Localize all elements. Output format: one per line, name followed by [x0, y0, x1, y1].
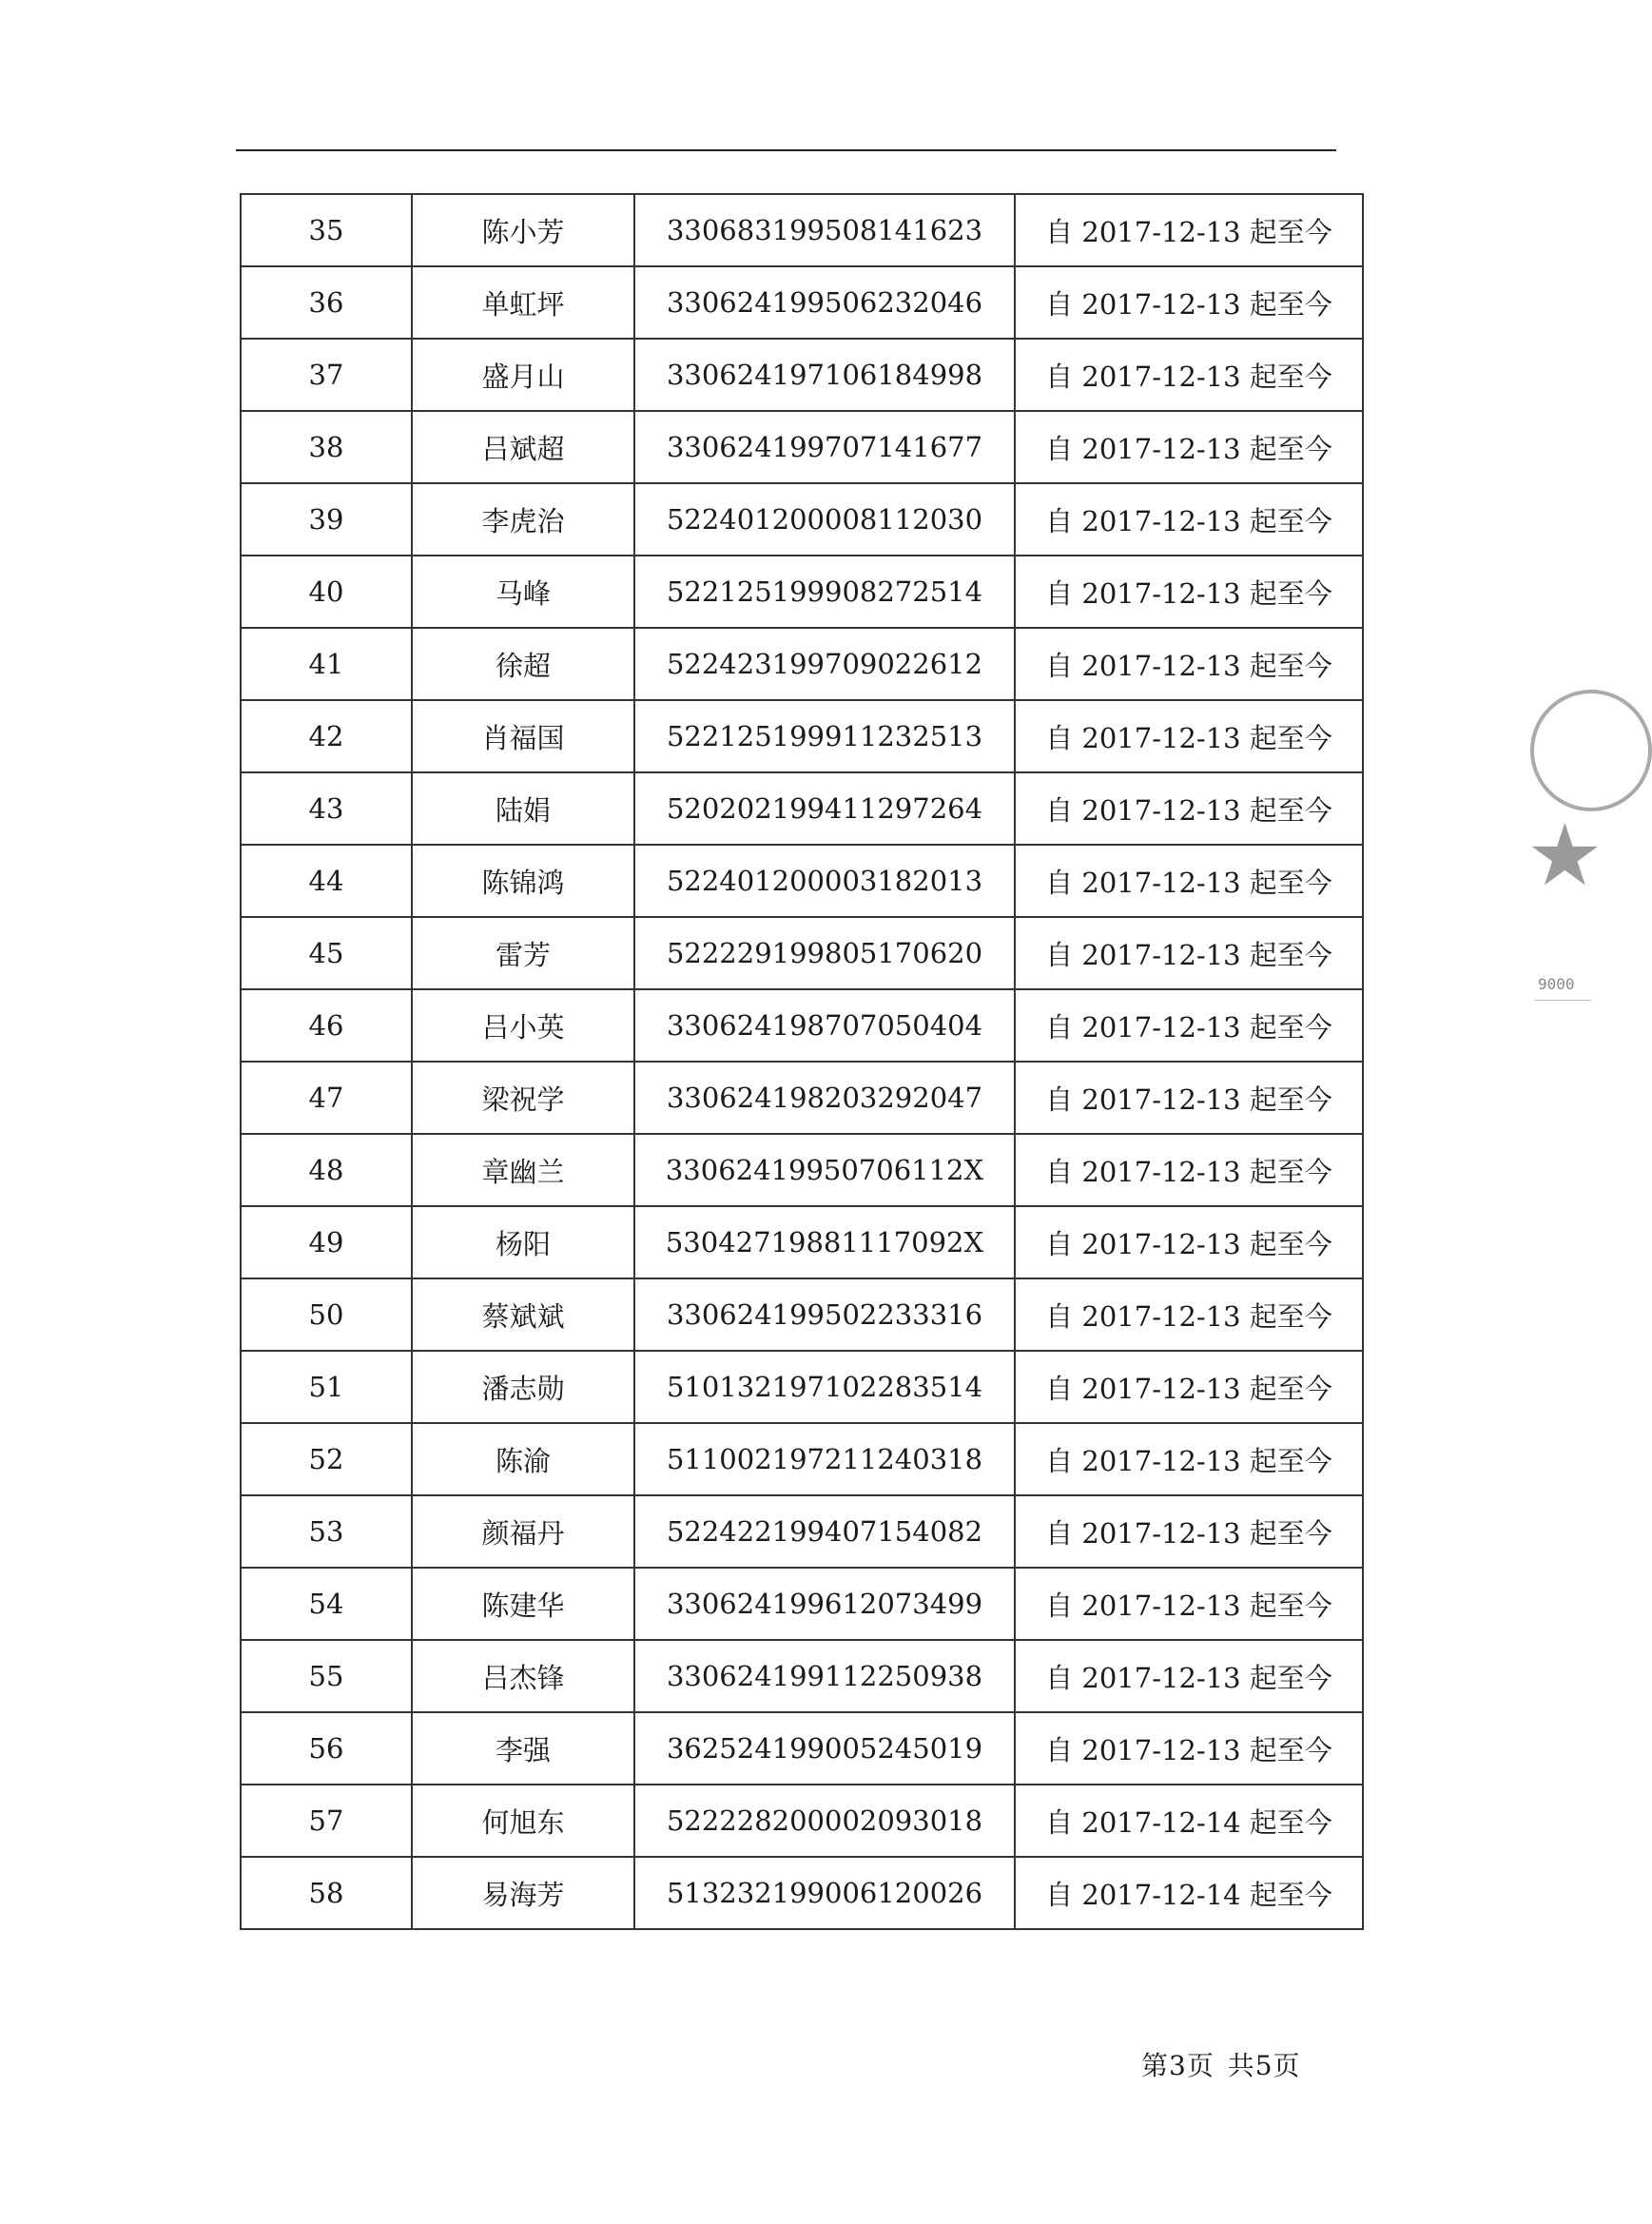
employment-period: 自 2017-12-13 起至今	[1015, 1568, 1363, 1640]
id-number: 330624197106184998	[634, 339, 1015, 411]
id-number: 330683199508141623	[634, 194, 1015, 266]
id-number: 510132197102283514	[634, 1351, 1015, 1423]
id-number: 522229199805170620	[634, 917, 1015, 989]
person-name: 杨阳	[412, 1206, 634, 1278]
row-number: 45	[241, 917, 412, 989]
seal-star-icon: ★	[1526, 806, 1603, 906]
id-number: 33062419950706112X	[634, 1134, 1015, 1206]
employment-period: 自 2017-12-14 起至今	[1015, 1857, 1363, 1929]
employment-period: 自 2017-12-13 起至今	[1015, 1423, 1363, 1495]
id-number: 330624199612073499	[634, 1568, 1015, 1640]
employment-period: 自 2017-12-13 起至今	[1015, 1640, 1363, 1712]
employment-period: 自 2017-12-13 起至今	[1015, 266, 1363, 339]
id-number: 330624198707050404	[634, 989, 1015, 1062]
row-number: 38	[241, 411, 412, 483]
person-name: 马峰	[412, 556, 634, 628]
page-footer	[1141, 2045, 1305, 2083]
table-row	[241, 1278, 1363, 1351]
row-number: 58	[241, 1857, 412, 1929]
id-number: 522228200002093018	[634, 1785, 1015, 1857]
person-name: 吕斌超	[412, 411, 634, 483]
row-number: 41	[241, 628, 412, 700]
id-number: 330624199502233316	[634, 1278, 1015, 1351]
id-number: 522423199709022612	[634, 628, 1015, 700]
table-row	[241, 989, 1363, 1062]
person-name: 盛月山	[412, 339, 634, 411]
row-number: 44	[241, 845, 412, 917]
person-name: 雷芳	[412, 917, 634, 989]
row-number: 53	[241, 1495, 412, 1568]
row-number: 48	[241, 1134, 412, 1206]
person-name: 李强	[412, 1712, 634, 1785]
page-number: 第3页	[1141, 2050, 1215, 2081]
row-number: 54	[241, 1568, 412, 1640]
seal-ring	[1530, 690, 1652, 811]
id-number: 362524199005245019	[634, 1712, 1015, 1785]
employment-period: 自 2017-12-13 起至今	[1015, 989, 1363, 1062]
person-name: 陈锦鸿	[412, 845, 634, 917]
seal-stamp-fragment	[1517, 690, 1603, 1070]
employment-period: 自 2017-12-13 起至今	[1015, 772, 1363, 845]
table-row	[241, 845, 1363, 917]
employment-period: 自 2017-12-13 起至今	[1015, 1495, 1363, 1568]
table-row	[241, 1640, 1363, 1712]
table-row	[241, 339, 1363, 411]
person-name: 颜福丹	[412, 1495, 634, 1568]
table-row	[241, 411, 1363, 483]
row-number: 43	[241, 772, 412, 845]
table-row	[241, 1423, 1363, 1495]
person-name: 易海芳	[412, 1857, 634, 1929]
employment-period: 自 2017-12-13 起至今	[1015, 411, 1363, 483]
id-number: 330624199707141677	[634, 411, 1015, 483]
table-row	[241, 1785, 1363, 1857]
employment-period: 自 2017-12-13 起至今	[1015, 483, 1363, 556]
person-name: 陈建华	[412, 1568, 634, 1640]
person-name: 陆娟	[412, 772, 634, 845]
employment-period: 自 2017-12-13 起至今	[1015, 1134, 1363, 1206]
table-row	[241, 772, 1363, 845]
person-name: 蔡斌斌	[412, 1278, 634, 1351]
row-number: 57	[241, 1785, 412, 1857]
person-name: 李虎治	[412, 483, 634, 556]
row-number: 56	[241, 1712, 412, 1785]
row-number: 47	[241, 1062, 412, 1134]
employment-period: 自 2017-12-13 起至今	[1015, 917, 1363, 989]
employment-period: 自 2017-12-13 起至今	[1015, 628, 1363, 700]
row-number: 39	[241, 483, 412, 556]
row-number: 52	[241, 1423, 412, 1495]
table-row	[241, 700, 1363, 772]
id-number: 522125199911232513	[634, 700, 1015, 772]
table-row	[241, 266, 1363, 339]
row-number: 42	[241, 700, 412, 772]
row-number: 51	[241, 1351, 412, 1423]
employment-period: 自 2017-12-13 起至今	[1015, 1206, 1363, 1278]
id-number: 522125199908272514	[634, 556, 1015, 628]
person-name: 单虹坪	[412, 266, 634, 339]
id-number: 330624199506232046	[634, 266, 1015, 339]
id-number: 513232199006120026	[634, 1857, 1015, 1929]
table-row	[241, 1134, 1363, 1206]
person-name: 徐超	[412, 628, 634, 700]
roster-table	[240, 193, 1364, 1930]
employment-period: 自 2017-12-13 起至今	[1015, 700, 1363, 772]
row-number: 50	[241, 1278, 412, 1351]
person-name: 章幽兰	[412, 1134, 634, 1206]
person-name: 吕杰锋	[412, 1640, 634, 1712]
employment-period: 自 2017-12-13 起至今	[1015, 194, 1363, 266]
table-row	[241, 1351, 1363, 1423]
table-row	[241, 556, 1363, 628]
table-row	[241, 1568, 1363, 1640]
person-name: 梁祝学	[412, 1062, 634, 1134]
seal-code: 9000	[1538, 975, 1575, 993]
id-number: 522401200008112030	[634, 483, 1015, 556]
employment-period: 自 2017-12-13 起至今	[1015, 1712, 1363, 1785]
person-name: 陈小芳	[412, 194, 634, 266]
table-row	[241, 1495, 1363, 1568]
page-total: 共5页	[1227, 2050, 1301, 2081]
person-name: 肖福国	[412, 700, 634, 772]
table-row	[241, 194, 1363, 266]
table-row	[241, 1206, 1363, 1278]
table-row	[241, 1857, 1363, 1929]
employment-period: 自 2017-12-13 起至今	[1015, 1278, 1363, 1351]
id-number: 522401200003182013	[634, 845, 1015, 917]
table-row	[241, 628, 1363, 700]
table-row	[241, 483, 1363, 556]
row-number: 40	[241, 556, 412, 628]
person-name: 潘志勋	[412, 1351, 634, 1423]
employment-period: 自 2017-12-13 起至今	[1015, 845, 1363, 917]
employment-period: 自 2017-12-13 起至今	[1015, 556, 1363, 628]
id-number: 520202199411297264	[634, 772, 1015, 845]
row-number: 37	[241, 339, 412, 411]
row-number: 35	[241, 194, 412, 266]
id-number: 511002197211240318	[634, 1423, 1015, 1495]
table-row	[241, 1062, 1363, 1134]
id-number: 330624199112250938	[634, 1640, 1015, 1712]
person-name: 吕小英	[412, 989, 634, 1062]
employment-period: 自 2017-12-13 起至今	[1015, 1062, 1363, 1134]
id-number: 522422199407154082	[634, 1495, 1015, 1568]
employment-period: 自 2017-12-13 起至今	[1015, 339, 1363, 411]
table-row	[241, 1712, 1363, 1785]
row-number: 46	[241, 989, 412, 1062]
person-name: 何旭东	[412, 1785, 634, 1857]
seal-underline	[1534, 1000, 1591, 1001]
row-number: 49	[241, 1206, 412, 1278]
employment-period: 自 2017-12-14 起至今	[1015, 1785, 1363, 1857]
header-rule	[236, 149, 1336, 151]
row-number: 36	[241, 266, 412, 339]
roster-body	[241, 194, 1363, 1929]
table-row	[241, 917, 1363, 989]
id-number: 330624198203292047	[634, 1062, 1015, 1134]
employment-period: 自 2017-12-13 起至今	[1015, 1351, 1363, 1423]
person-name: 陈渝	[412, 1423, 634, 1495]
id-number: 53042719881117092X	[634, 1206, 1015, 1278]
row-number: 55	[241, 1640, 412, 1712]
